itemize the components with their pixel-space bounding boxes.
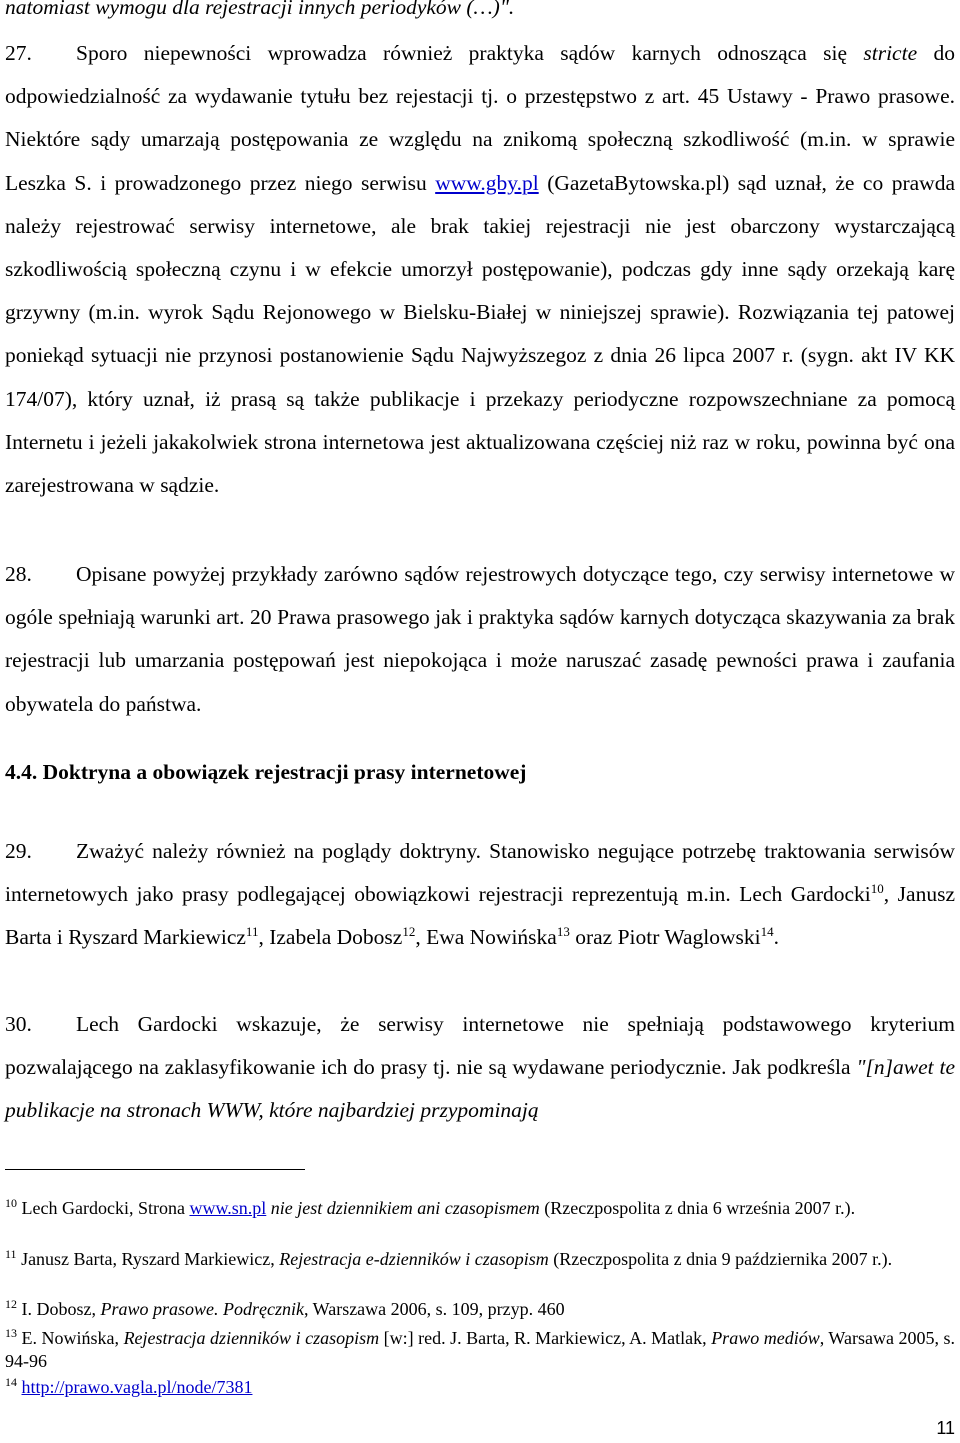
footnote-text: Lech Gardocki, Strona [17, 1198, 190, 1218]
paragraph-number: 29. [5, 839, 32, 863]
footnote-ref-10[interactable]: 10 [870, 881, 884, 897]
footnote-12 [5, 1298, 955, 1321]
paragraph-30 [5, 1003, 955, 1133]
footnote-title: Rejestracja dzienników i czasopism [123, 1328, 380, 1348]
footnote-text: [w:] red. J. Barta, R. Markiewicz, A. Matlak, [379, 1328, 712, 1348]
italic-quote: "[n]awet te publikacje na stronach WWW, które najbardziej przypominają [5, 1055, 955, 1123]
footnote-14 [5, 1376, 955, 1399]
italic-quote: natomiast wymogu dla rejestracji innych periodyków (…)". [5, 0, 515, 19]
paragraph-number: 28. [5, 562, 32, 586]
footnote-number: 11 [5, 1247, 17, 1261]
footnote-10 [5, 1197, 955, 1220]
paragraph-number: 27. [5, 41, 32, 65]
footnote-ref-11[interactable]: 11 [245, 924, 259, 940]
footnote-text: Janusz Barta, Ryszard Markiewicz, [16, 1249, 280, 1269]
footnote-title: Prawo mediów [711, 1328, 820, 1348]
paragraph-29 [5, 830, 955, 960]
footnote-number: 14 [5, 1375, 17, 1389]
italic-term: stricte [863, 41, 918, 65]
paragraph-text: Sporo niepewności wprowadza również praktyka sądów karnych odnosząca się [76, 41, 864, 65]
paragraph-text: , Izabela Dobosz [258, 925, 403, 950]
footnote-title: Prawo prasowe. Podręcznik [100, 1299, 304, 1319]
footnote-number: 12 [5, 1297, 17, 1311]
page-number: 11 [936, 1418, 955, 1438]
footnote-text: , Warsawa 2005, s. 94-96 [5, 1328, 955, 1371]
footnote-number: 10 [5, 1196, 17, 1210]
footnote-11 [5, 1248, 955, 1271]
footnote-text: , Warszawa 2006, s. 109, przyp. 460 [303, 1299, 565, 1319]
footnote-title: Rejestracja e-dzienników i czasopism [279, 1249, 549, 1269]
paragraph-text: Zważyć należy również na poglądy doktryny. Stanowisko negujące potrzebę traktowania serwisów internetowych jako prasy podlegającej obowiązkowi rejestracji reprezentują m.in. Lech Gardocki [5, 839, 955, 907]
footnote-text: (Rzeczpospolita z dnia 9 października 2007 r.). [548, 1249, 893, 1269]
footnote-ref-13[interactable]: 13 [556, 924, 570, 940]
footnote-ref-12[interactable]: 12 [402, 924, 416, 940]
paragraph-text: Lech Gardocki wskazuje, że serwisy internetowe nie spełniają podstawowego kryterium pozwalającego na zaklasyfikowanie ich do prasy tj. nie są wydawane periodycznie. Jak podkreśla [5, 1012, 955, 1080]
paragraph-text: do odpowiedzialność za wydawanie tytułu bez rejestacji tj. o przestępstwo z art. 45 Ustawy - Prawo prasowe. Niektóre sądy umarzają postępowania ze względu na znikomą społeczną szkodliwość (m.in. w sprawie Leszka S. i prowadzonego przez niego serwisu [5, 41, 955, 195]
link-vagla[interactable]: http://prawo.vagla.pl/node/7381 [21, 1377, 253, 1397]
paragraph-text: Opisane powyżej przykłady zarówno sądów rejestrowych dotyczące tego, czy serwisy internetowe w ogóle spełniają warunki art. 20 Prawa prasowego jak i praktyka sądów karnych dotycząca skazywania za brak rejestracji lub umarzania postępowań jest niepokojąca i może naruszać zasadę pewności prawa i zaufania obywatela do państwa. [5, 562, 955, 716]
footnote-separator [5, 1169, 305, 1170]
section-heading: 4.4. Doktryna a obowiązek rejestracji prasy internetowej [5, 760, 527, 784]
paragraph-text: . [773, 925, 779, 950]
link-gby[interactable]: www.gby.pl [435, 170, 539, 195]
footnote-text: I. Dobosz, [17, 1299, 101, 1319]
paragraph-continuation [5, 0, 955, 29]
paragraph-28 [5, 553, 955, 726]
footnote-ref-14[interactable]: 14 [760, 924, 774, 940]
footnote-text: (Rzeczpospolita z dnia 6 września 2007 r.). [539, 1198, 856, 1218]
paragraph-27 [5, 32, 955, 507]
paragraph-number: 30. [5, 1012, 32, 1036]
paragraph-text: , Janusz Barta i Ryszard Markiewicz [5, 882, 955, 950]
paragraph-text: (GazetaBytowska.pl) sąd uznał, że co prawda należy rejestrować serwisy internetowe, ale brak takiej rejestracji nie jest obarczony wystarczającą szkodliwością społeczną czynu i w efekcie umorzył postępowanie), podczas gdy inne sądy orzekają karę grzywny (m.in. wyrok Sądu Rejonowego w Bielsku-Białej w niniejszej sprawie). Rozwiązania tej patowej poniekąd sytuacji nie przynosi postanowienie Sądu Najwyższegoz z dnia 26 lipca 2007 r. (sygn. akt IV KK 174/07), który uznał, iż prasą są także publikacje i przekazy periodyczne rozpowszechniane za pomocą Internetu i jeżeli jakakolwiek strona internetowa jest aktualizowana częściej niż raz w roku, powinna być ona zarejestrowana w sądzie. [5, 170, 955, 498]
paragraph-text: oraz Piotr Waglowski [569, 925, 761, 950]
link-sn[interactable]: www.sn.pl [189, 1198, 267, 1218]
paragraph-text: , Ewa Nowińska [415, 925, 557, 950]
footnote-13 [5, 1327, 955, 1373]
footnote-number: 13 [5, 1326, 17, 1340]
footnote-text: E. Nowińska, [17, 1328, 124, 1348]
footnote-title: nie jest dziennikiem ani czasopismem [266, 1198, 540, 1218]
